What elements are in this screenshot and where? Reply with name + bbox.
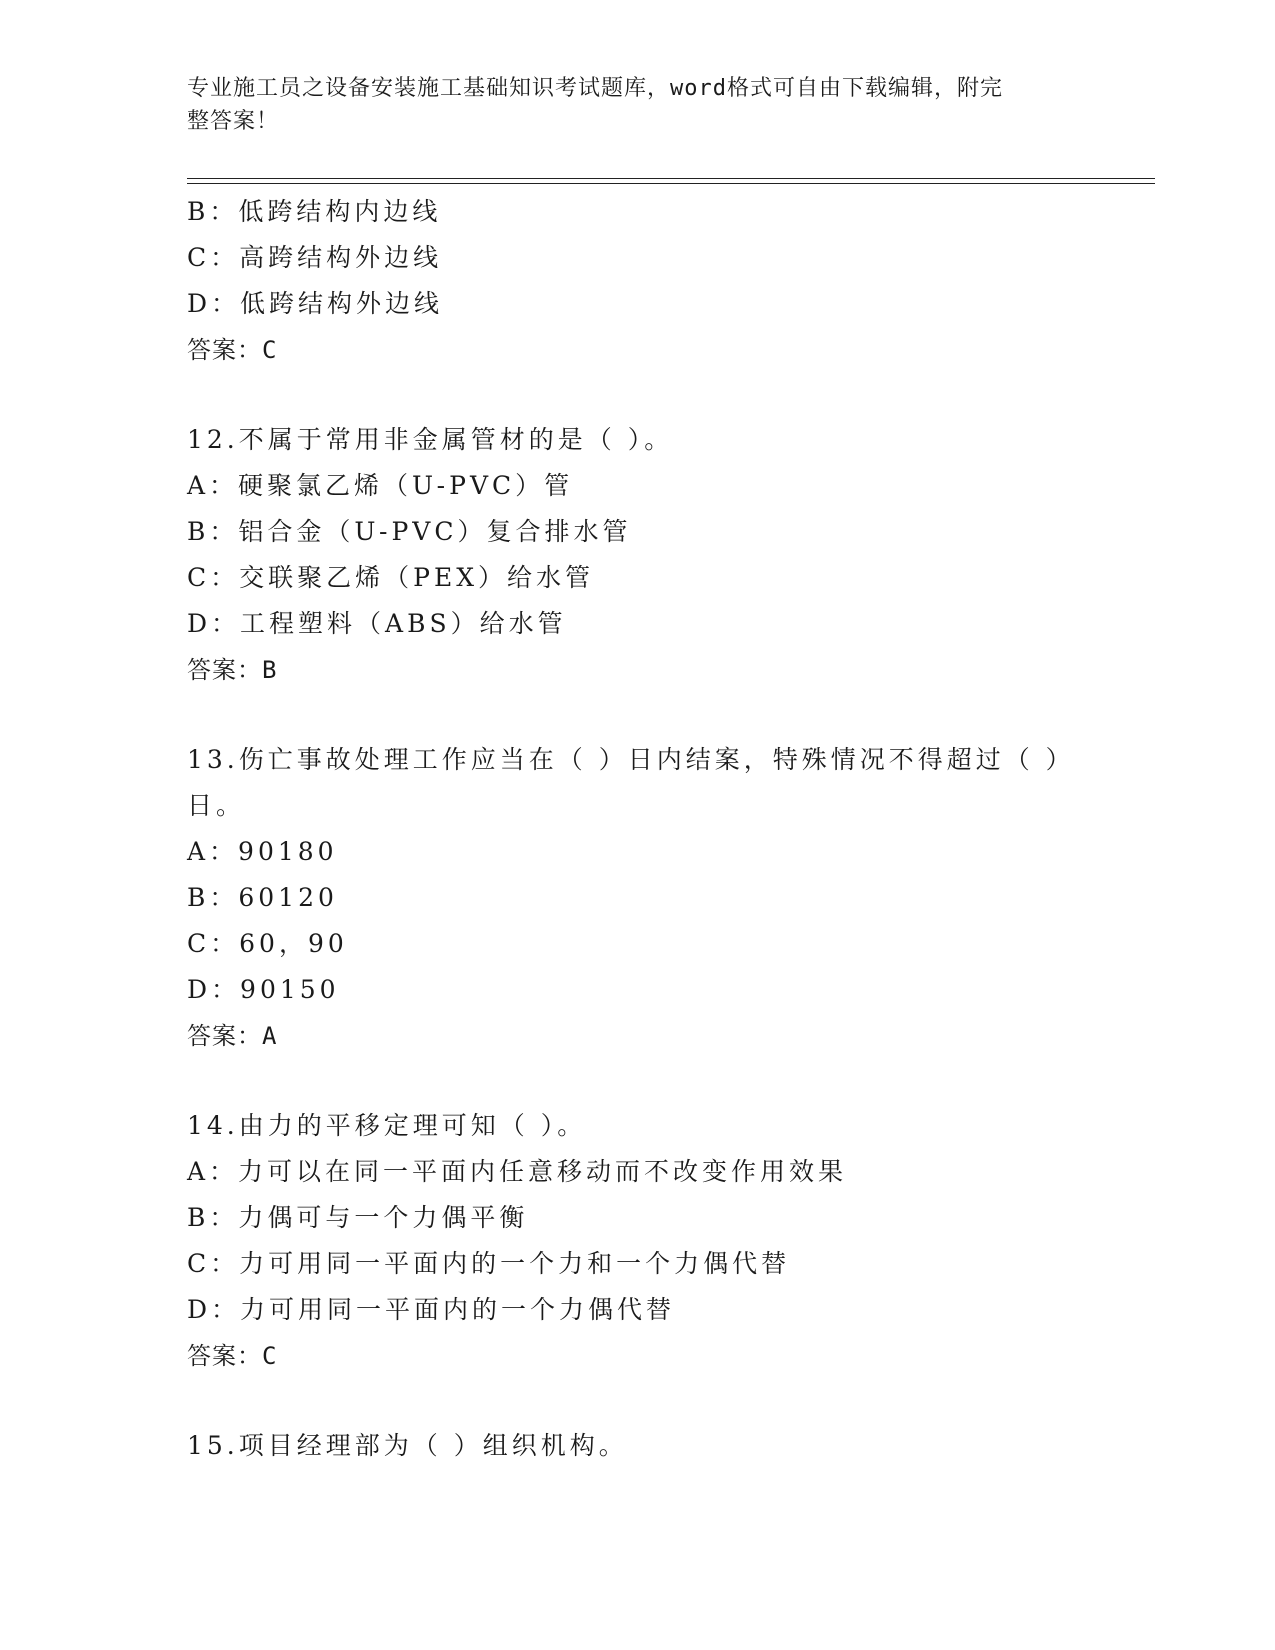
question-12 xyxy=(187,417,1087,693)
header-divider-bottom xyxy=(187,183,1155,184)
option-a: A：力可以在同一平面内任意移动而不改变作用效果 xyxy=(187,1157,848,1186)
question-title-line1: 13.伤亡事故处理工作应当在（ ）日内结案，特殊情况不得超过（ ） xyxy=(187,745,1075,774)
option-c: C：60，90 xyxy=(187,929,348,958)
question-title-line2: 日。 xyxy=(187,791,246,820)
option-b: B：力偶可与一个力偶平衡 xyxy=(187,1203,529,1232)
question-title: 15.项目经理部为（ ）组织机构。 xyxy=(187,1431,628,1460)
header-text-line1: 专业施工员之设备安装施工基础知识考试题库，word格式可自由下载编辑，附完 xyxy=(187,76,1003,101)
question-fragment xyxy=(187,189,1087,373)
question-15 xyxy=(187,1423,1087,1469)
answer-line: 答案：A xyxy=(187,1022,278,1050)
option-d: D：力可用同一平面内的一个力偶代替 xyxy=(187,1295,676,1324)
page-header xyxy=(187,72,1067,138)
question-list xyxy=(187,189,1087,1469)
option-b: B：铝合金（U-PVC）复合排水管 xyxy=(187,517,632,546)
option-c: C：交联聚乙烯（PEX）给水管 xyxy=(187,563,594,592)
answer-line: 答案：B xyxy=(187,656,278,684)
option-a: A：硬聚氯乙烯（U-PVC）管 xyxy=(187,471,574,500)
option-b: B：低跨结构内边线 xyxy=(187,197,442,226)
question-title: 12.不属于常用非金属管材的是（ ）。 xyxy=(187,425,674,454)
option-a: A：90180 xyxy=(187,837,338,866)
option-c: C：力可用同一平面内的一个力和一个力偶代替 xyxy=(187,1249,791,1278)
answer-line: 答案：C xyxy=(187,1342,278,1370)
question-14 xyxy=(187,1103,1087,1379)
header-text-line2: 整答案！ xyxy=(187,109,280,134)
header-divider-top xyxy=(187,178,1155,179)
question-13 xyxy=(187,737,1087,1059)
option-d: D：工程塑料（ABS）给水管 xyxy=(187,609,567,638)
option-c: C：高跨结构外边线 xyxy=(187,243,443,272)
option-b: B：60120 xyxy=(187,883,338,912)
option-d: D：90150 xyxy=(187,975,340,1004)
option-d: D：低跨结构外边线 xyxy=(187,289,444,318)
answer-line: 答案：C xyxy=(187,336,278,364)
question-title: 14.由力的平移定理可知（ ）。 xyxy=(187,1111,587,1140)
